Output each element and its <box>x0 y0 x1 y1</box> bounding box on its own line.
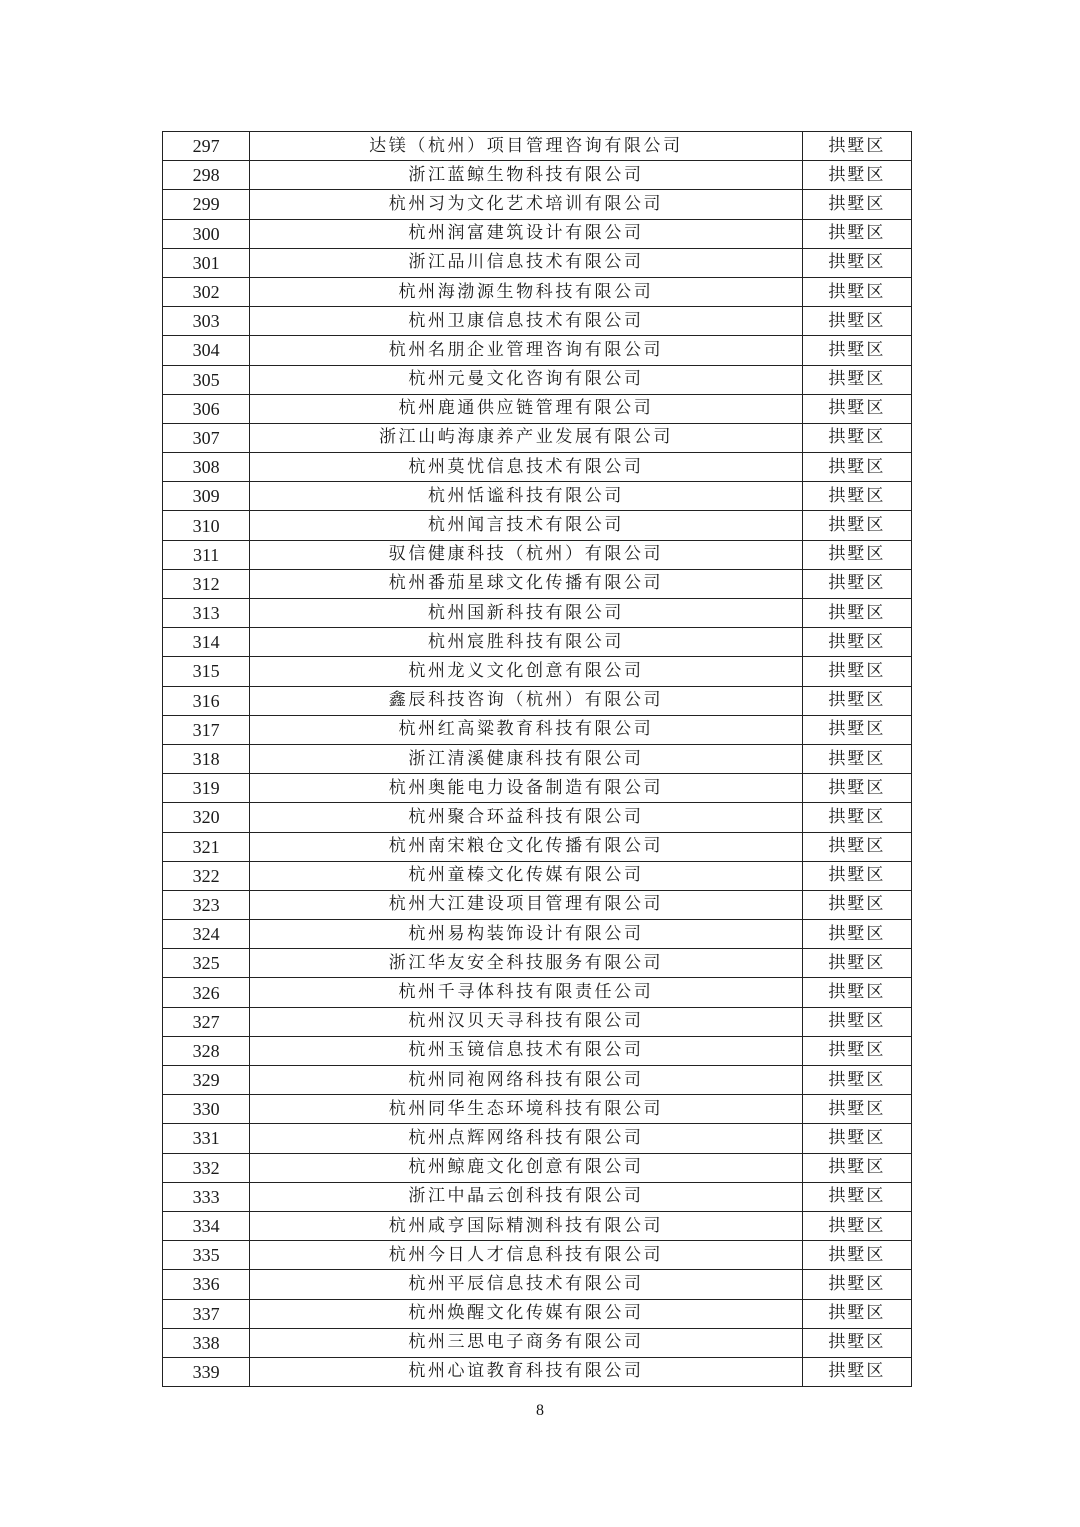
table-row <box>163 978 912 1007</box>
row-number-cell: 332 <box>163 1153 250 1182</box>
district-cell: 拱墅区 <box>802 1036 911 1065</box>
district-cell: 拱墅区 <box>802 1241 911 1270</box>
district-cell: 拱墅区 <box>802 1124 911 1153</box>
company-name-cell: 杭州同华生态环境科技有限公司 <box>250 1095 802 1124</box>
district-cell: 拱墅区 <box>802 890 911 919</box>
table-row <box>163 657 912 686</box>
row-number-cell: 334 <box>163 1211 250 1240</box>
company-name-cell: 杭州南宋粮仓文化传播有限公司 <box>250 832 802 861</box>
table-row <box>163 569 912 598</box>
district-cell: 拱墅区 <box>802 744 911 773</box>
company-name-cell: 杭州龙义文化创意有限公司 <box>250 657 802 686</box>
row-number-cell: 318 <box>163 744 250 773</box>
table-row <box>163 890 912 919</box>
company-name-cell: 杭州奥能电力设备制造有限公司 <box>250 774 802 803</box>
company-name-cell: 杭州千寻体科技有限责任公司 <box>250 978 802 1007</box>
district-cell: 拱墅区 <box>802 861 911 890</box>
table-row <box>163 132 912 161</box>
table-row <box>163 1124 912 1153</box>
table-row <box>163 715 912 744</box>
row-number-cell: 309 <box>163 482 250 511</box>
company-name-cell: 杭州平辰信息技术有限公司 <box>250 1270 802 1299</box>
company-name-cell: 杭州番茄星球文化传播有限公司 <box>250 569 802 598</box>
row-number-cell: 325 <box>163 949 250 978</box>
row-number-cell: 298 <box>163 161 250 190</box>
company-name-cell: 浙江品川信息技术有限公司 <box>250 248 802 277</box>
district-cell: 拱墅区 <box>802 248 911 277</box>
table-row <box>163 1241 912 1270</box>
table-row <box>163 190 912 219</box>
district-cell: 拱墅区 <box>802 1153 911 1182</box>
table-row <box>163 365 912 394</box>
company-name-cell: 驭信健康科技（杭州）有限公司 <box>250 540 802 569</box>
table-row <box>163 1328 912 1357</box>
company-name-cell: 杭州元曼文化咨询有限公司 <box>250 365 802 394</box>
table-row <box>163 248 912 277</box>
row-number-cell: 314 <box>163 628 250 657</box>
company-name-cell: 杭州今日人才信息科技有限公司 <box>250 1241 802 1270</box>
row-number-cell: 328 <box>163 1036 250 1065</box>
district-cell: 拱墅区 <box>802 599 911 628</box>
company-name-cell: 杭州三思电子商务有限公司 <box>250 1328 802 1357</box>
row-number-cell: 336 <box>163 1270 250 1299</box>
district-cell: 拱墅区 <box>802 949 911 978</box>
district-cell: 拱墅区 <box>802 978 911 1007</box>
table-row <box>163 511 912 540</box>
table-row <box>163 482 912 511</box>
company-name-cell: 杭州海渤源生物科技有限公司 <box>250 277 802 306</box>
row-number-cell: 323 <box>163 890 250 919</box>
row-number-cell: 306 <box>163 394 250 423</box>
company-name-cell: 杭州名朋企业管理咨询有限公司 <box>250 336 802 365</box>
district-cell: 拱墅区 <box>802 686 911 715</box>
district-cell: 拱墅区 <box>802 628 911 657</box>
district-cell: 拱墅区 <box>802 394 911 423</box>
table-row <box>163 686 912 715</box>
district-cell: 拱墅区 <box>802 482 911 511</box>
table-row <box>163 277 912 306</box>
company-name-cell: 浙江华友安全科技服务有限公司 <box>250 949 802 978</box>
district-cell: 拱墅区 <box>802 1066 911 1095</box>
company-name-cell: 杭州童榛文化传媒有限公司 <box>250 861 802 890</box>
company-name-cell: 浙江山屿海康养产业发展有限公司 <box>250 423 802 452</box>
company-name-cell: 杭州点辉网络科技有限公司 <box>250 1124 802 1153</box>
table-row <box>163 628 912 657</box>
row-number-cell: 322 <box>163 861 250 890</box>
row-number-cell: 304 <box>163 336 250 365</box>
row-number-cell: 311 <box>163 540 250 569</box>
table-row <box>163 1357 912 1386</box>
row-number-cell: 333 <box>163 1182 250 1211</box>
row-number-cell: 312 <box>163 569 250 598</box>
company-name-cell: 杭州玉镜信息技术有限公司 <box>250 1036 802 1065</box>
company-name-cell: 杭州润富建筑设计有限公司 <box>250 219 802 248</box>
table-row <box>163 949 912 978</box>
table-row <box>163 861 912 890</box>
table-row <box>163 599 912 628</box>
company-name-cell: 杭州莫忧信息技术有限公司 <box>250 453 802 482</box>
district-cell: 拱墅区 <box>802 365 911 394</box>
row-number-cell: 338 <box>163 1328 250 1357</box>
district-cell: 拱墅区 <box>802 1007 911 1036</box>
company-name-cell: 杭州大江建设项目管理有限公司 <box>250 890 802 919</box>
row-number-cell: 337 <box>163 1299 250 1328</box>
row-number-cell: 316 <box>163 686 250 715</box>
district-cell: 拱墅区 <box>802 920 911 949</box>
table-row <box>163 336 912 365</box>
row-number-cell: 321 <box>163 832 250 861</box>
district-cell: 拱墅区 <box>802 1211 911 1240</box>
company-name-cell: 杭州卫康信息技术有限公司 <box>250 307 802 336</box>
table-row <box>163 1007 912 1036</box>
table-row <box>163 744 912 773</box>
district-cell: 拱墅区 <box>802 1182 911 1211</box>
table-row <box>163 1036 912 1065</box>
table-row <box>163 1211 912 1240</box>
district-cell: 拱墅区 <box>802 336 911 365</box>
company-name-cell: 浙江清溪健康科技有限公司 <box>250 744 802 773</box>
table-row <box>163 920 912 949</box>
company-name-cell: 杭州红高粱教育科技有限公司 <box>250 715 802 744</box>
district-cell: 拱墅区 <box>802 190 911 219</box>
district-cell: 拱墅区 <box>802 132 911 161</box>
district-cell: 拱墅区 <box>802 453 911 482</box>
district-cell: 拱墅区 <box>802 832 911 861</box>
table-row <box>163 1066 912 1095</box>
company-name-cell: 杭州汉贝天寻科技有限公司 <box>250 1007 802 1036</box>
row-number-cell: 339 <box>163 1357 250 1386</box>
row-number-cell: 297 <box>163 132 250 161</box>
row-number-cell: 305 <box>163 365 250 394</box>
district-cell: 拱墅区 <box>802 1095 911 1124</box>
company-list-table <box>162 131 912 1387</box>
table-row <box>163 453 912 482</box>
company-name-cell: 浙江中晶云创科技有限公司 <box>250 1182 802 1211</box>
row-number-cell: 313 <box>163 599 250 628</box>
row-number-cell: 317 <box>163 715 250 744</box>
row-number-cell: 299 <box>163 190 250 219</box>
district-cell: 拱墅区 <box>802 803 911 832</box>
company-name-cell: 杭州恬谧科技有限公司 <box>250 482 802 511</box>
table-row <box>163 394 912 423</box>
table-row <box>163 161 912 190</box>
table-row <box>163 803 912 832</box>
row-number-cell: 331 <box>163 1124 250 1153</box>
row-number-cell: 303 <box>163 307 250 336</box>
row-number-cell: 319 <box>163 774 250 803</box>
district-cell: 拱墅区 <box>802 277 911 306</box>
table-row <box>163 1299 912 1328</box>
company-name-cell: 杭州鲸鹿文化创意有限公司 <box>250 1153 802 1182</box>
company-name-cell: 杭州焕醒文化传媒有限公司 <box>250 1299 802 1328</box>
company-name-cell: 杭州易构装饰设计有限公司 <box>250 920 802 949</box>
district-cell: 拱墅区 <box>802 1328 911 1357</box>
district-cell: 拱墅区 <box>802 540 911 569</box>
district-cell: 拱墅区 <box>802 511 911 540</box>
row-number-cell: 308 <box>163 453 250 482</box>
row-number-cell: 315 <box>163 657 250 686</box>
row-number-cell: 330 <box>163 1095 250 1124</box>
company-name-cell: 鑫辰科技咨询（杭州）有限公司 <box>250 686 802 715</box>
district-cell: 拱墅区 <box>802 423 911 452</box>
table-row <box>163 774 912 803</box>
district-cell: 拱墅区 <box>802 161 911 190</box>
row-number-cell: 320 <box>163 803 250 832</box>
company-name-cell: 杭州闻言技术有限公司 <box>250 511 802 540</box>
company-name-cell: 杭州习为文化艺术培训有限公司 <box>250 190 802 219</box>
row-number-cell: 307 <box>163 423 250 452</box>
page-number: 8 <box>536 1402 544 1419</box>
table-row <box>163 1153 912 1182</box>
company-name-cell: 杭州同袍网络科技有限公司 <box>250 1066 802 1095</box>
table-row <box>163 307 912 336</box>
company-name-cell: 杭州咸亨国际精测科技有限公司 <box>250 1211 802 1240</box>
table-row <box>163 1095 912 1124</box>
district-cell: 拱墅区 <box>802 1299 911 1328</box>
district-cell: 拱墅区 <box>802 569 911 598</box>
row-number-cell: 300 <box>163 219 250 248</box>
district-cell: 拱墅区 <box>802 219 911 248</box>
table-row <box>163 1270 912 1299</box>
company-name-cell: 杭州鹿通供应链管理有限公司 <box>250 394 802 423</box>
district-cell: 拱墅区 <box>802 1357 911 1386</box>
company-name-cell: 杭州国新科技有限公司 <box>250 599 802 628</box>
district-cell: 拱墅区 <box>802 307 911 336</box>
row-number-cell: 310 <box>163 511 250 540</box>
table-row <box>163 219 912 248</box>
table-row <box>163 1182 912 1211</box>
table-row <box>163 540 912 569</box>
row-number-cell: 326 <box>163 978 250 1007</box>
table-row <box>163 832 912 861</box>
district-cell: 拱墅区 <box>802 657 911 686</box>
row-number-cell: 327 <box>163 1007 250 1036</box>
row-number-cell: 324 <box>163 920 250 949</box>
company-name-cell: 杭州心谊教育科技有限公司 <box>250 1357 802 1386</box>
row-number-cell: 335 <box>163 1241 250 1270</box>
company-name-cell: 达镁（杭州）项目管理咨询有限公司 <box>250 132 802 161</box>
row-number-cell: 329 <box>163 1066 250 1095</box>
row-number-cell: 302 <box>163 277 250 306</box>
row-number-cell: 301 <box>163 248 250 277</box>
company-name-cell: 杭州聚合环益科技有限公司 <box>250 803 802 832</box>
district-cell: 拱墅区 <box>802 774 911 803</box>
district-cell: 拱墅区 <box>802 715 911 744</box>
district-cell: 拱墅区 <box>802 1270 911 1299</box>
company-name-cell: 浙江蓝鲸生物科技有限公司 <box>250 161 802 190</box>
company-name-cell: 杭州宸胜科技有限公司 <box>250 628 802 657</box>
table-row <box>163 423 912 452</box>
